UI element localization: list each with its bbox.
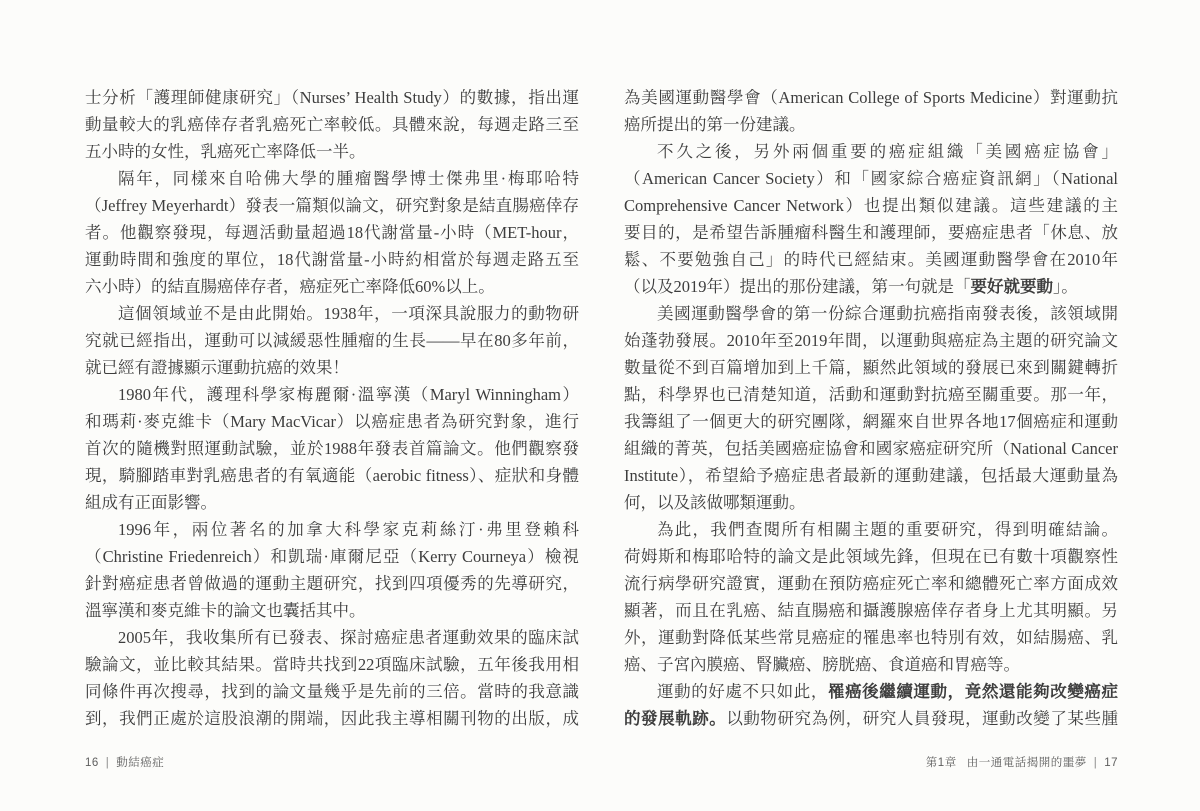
text-line — [624, 354, 1118, 381]
right-page-footer — [926, 754, 1118, 770]
text-segment: 鬆、不要勉強自己」的時代已經結束。美國運動醫學會在2010年 — [624, 250, 1118, 269]
text-line — [85, 354, 579, 381]
chapter-title: 由一通電話揭開的噩夢 — [966, 757, 1087, 769]
text-segment: 驗論文，並比較其結果。當時共找到22項臨床試驗，五年後我用相 — [85, 655, 579, 674]
text-line — [624, 597, 1118, 624]
text-segment: 為此，我們查閱所有相關主題的重要研究，得到明確結論。 — [657, 520, 1118, 539]
text-segment: 組成有正面影響。 — [85, 493, 217, 512]
text-segment: 顯著，而且在乳癌、結直腸癌和攝護腺癌倖存者身上尤其明顯。另 — [624, 601, 1118, 620]
text-segment: 1996年，兩位著名的加拿大科學家克莉絲汀·弗里登賴科 — [118, 520, 579, 539]
text-segment: 首次的隨機對照運動試驗，並於1988年發表首篇論文。他們觀察發 — [85, 439, 579, 458]
text-line — [85, 273, 579, 300]
text-line — [624, 705, 1118, 732]
text-segment: 以動物研究為例，研究人員發現，運動改變了某些腫 — [726, 709, 1118, 728]
right-page-text — [624, 84, 1118, 732]
text-line — [624, 111, 1118, 138]
text-line — [624, 570, 1118, 597]
text-line — [624, 435, 1118, 462]
text-line — [85, 408, 579, 435]
text-segment: （Christine Friedenreich）和凱瑞·庫爾尼亞（Kerry Courneya）檢視 — [85, 547, 579, 566]
text-segment: 這個領域並不是由此開始。1938年，一項深具說服力的動物研 — [118, 304, 579, 323]
text-segment: 組織的菁英，包括美國癌症協會和國家癌症研究所（National Cancer — [624, 439, 1118, 458]
footer-separator: | — [1093, 757, 1098, 769]
text-line — [85, 165, 579, 192]
text-line — [624, 651, 1118, 678]
text-line — [624, 462, 1118, 489]
text-segment: 癌、子宮內膜癌、腎臟癌、膀胱癌、食道癌和胃癌等。 — [624, 655, 1020, 674]
paragraph — [624, 678, 1118, 732]
paragraph — [624, 516, 1118, 678]
paragraph — [624, 138, 1118, 300]
footer-separator: | — [105, 757, 110, 769]
right-page-number: 17 — [1104, 757, 1118, 769]
text-segment: 針對癌症患者曾做過的運動主題研究，找到四項優秀的先導研究， — [85, 574, 579, 593]
text-line — [85, 462, 579, 489]
text-segment: Comprehensive Cancer Network）也提出類似建議。這些建議的主 — [624, 196, 1118, 215]
text-segment: 就已經有證據顯示運動抗癌的效果！ — [85, 358, 349, 377]
text-segment: 荷姆斯和梅耶哈特的論文是此領域先鋒，但現在已有數十項觀察性 — [624, 547, 1118, 566]
text-segment: 流行病學研究證實，運動在預防癌症死亡率和總體死亡率方面成效 — [624, 574, 1118, 593]
text-line — [624, 489, 1118, 516]
text-segment: 」。 — [1053, 277, 1078, 296]
text-line — [85, 543, 579, 570]
text-segment: 數量從不到百篇增加到上千篇，顯然此領域的發展已來到關鍵轉折 — [624, 358, 1118, 377]
text-line — [85, 84, 579, 111]
text-line — [624, 327, 1118, 354]
text-line — [85, 705, 579, 732]
text-segment: 癌所提出的第一份建議。 — [624, 115, 806, 134]
text-line — [85, 381, 579, 408]
text-segment: 動量較大的乳癌倖存者乳癌死亡率較低。具體來說，每週走路三至 — [85, 115, 579, 134]
text-line — [85, 192, 579, 219]
text-segment: （Jeffrey Meyerhardt）發表一篇類似論文，研究對象是結直腸癌倖存 — [85, 196, 579, 215]
text-line — [85, 489, 579, 516]
text-line — [85, 651, 579, 678]
left-page-text — [85, 84, 579, 732]
left-page-footer — [85, 754, 164, 770]
text-segment: （American Cancer Society）和「國家綜合癌症資訊網」（National — [624, 169, 1118, 188]
text-line — [624, 138, 1118, 165]
text-line — [624, 678, 1118, 705]
bold-text-segment: 罹癌後繼續運動，竟然還能夠改變癌症 — [827, 682, 1118, 701]
text-line — [624, 192, 1118, 219]
text-line — [624, 408, 1118, 435]
book-title: 動結癌症 — [116, 757, 165, 769]
text-segment: 運動時間和強度的單位，18代謝當量-小時約相當於每週走路五至 — [85, 250, 579, 269]
text-line — [85, 327, 579, 354]
text-line — [85, 111, 579, 138]
paragraph — [624, 84, 1118, 138]
text-line — [85, 246, 579, 273]
paragraph — [85, 624, 579, 732]
chapter-label: 第1章 — [925, 757, 957, 769]
text-line — [624, 624, 1118, 651]
text-line — [624, 273, 1118, 300]
text-segment: 六小時）的結直腸癌倖存者，癌症死亡率降低60%以上。 — [85, 277, 495, 296]
paragraph — [85, 381, 579, 516]
text-line — [85, 138, 579, 165]
left-page-number: 16 — [85, 757, 99, 769]
text-segment: 何，以及該做哪類運動。 — [624, 493, 806, 512]
text-line — [85, 570, 579, 597]
text-line — [624, 84, 1118, 111]
text-segment: 為美國運動醫學會（American College of Sports Medicine）對運動抗 — [624, 88, 1118, 107]
paragraph — [624, 300, 1118, 516]
text-segment: 運動的好處不只如此， — [657, 682, 828, 701]
text-line — [85, 516, 579, 543]
text-segment: 隔年，同樣來自哈佛大學的腫瘤醫學博士傑弗里·梅耶哈特 — [118, 169, 579, 188]
text-line — [624, 543, 1118, 570]
text-segment: 究就已經指出，運動可以減緩惡性腫瘤的生長——早在80多年前， — [85, 331, 579, 350]
text-segment: 現，騎腳踏車對乳癌患者的有氧適能（aerobic fitness）、症狀和身體 — [85, 466, 579, 485]
text-line — [85, 678, 579, 705]
text-segment: 我籌組了一個更大的研究團隊，網羅來自世界各地17個癌症和運動 — [624, 412, 1118, 431]
text-line — [85, 300, 579, 327]
text-line — [624, 300, 1118, 327]
text-segment: 五小時的女性，乳癌死亡率降低一半。 — [85, 142, 366, 161]
text-segment: 不久之後，另外兩個重要的癌症組織「美國癌症協會」 — [657, 142, 1118, 161]
text-segment: 外，運動對降低某些常見癌症的罹患率也特別有效，如結腸癌、乳 — [624, 628, 1118, 647]
text-line — [624, 246, 1118, 273]
text-segment: 和瑪莉·麥克維卡（Mary MacVicar）以癌症患者為研究對象，進行 — [85, 412, 579, 431]
paragraph — [85, 300, 579, 381]
text-segment: 溫寧漢和麥克維卡的論文也囊括其中。 — [85, 601, 366, 620]
text-line — [85, 624, 579, 651]
paragraph — [85, 84, 579, 165]
text-segment: 者。他觀察發現，每週活動量超過18代謝當量-小時（MET-hour， — [85, 223, 579, 242]
text-segment: 美國運動醫學會的第一份綜合運動抗癌指南發表後，該領域開 — [657, 304, 1118, 323]
bold-text-segment: 的發展軌跡。 — [624, 709, 727, 728]
text-segment: （以及2019年）提出的那份建議，第一句就是「 — [624, 277, 971, 296]
text-segment: 同條件再次搜尋，找到的論文量幾乎是先前的三倍。當時的我意識 — [85, 682, 579, 701]
text-segment: Institute），希望給予癌症患者最新的運動建議，包括最大運動量為 — [624, 466, 1118, 485]
text-segment: 始蓬勃發展。2010年至2019年間，以運動與癌症為主題的研究論文 — [624, 331, 1118, 350]
paragraph — [85, 165, 579, 300]
text-segment: 士分析「護理師健康研究」（Nurses’ Health Study）的數據，指出運 — [85, 88, 579, 107]
text-segment: 到，我們正處於這股浪潮的開端，因此我主導相關刊物的出版，成 — [85, 709, 579, 728]
text-line — [624, 381, 1118, 408]
text-line — [85, 435, 579, 462]
text-line — [624, 516, 1118, 543]
text-segment: 點，科學界也已清楚知道，活動和運動對抗癌至關重要。那一年， — [624, 385, 1118, 404]
text-line — [85, 219, 579, 246]
text-line — [85, 597, 579, 624]
paragraph — [85, 516, 579, 624]
text-segment: 1980年代，護理科學家梅麗爾·溫寧漢（Maryl Winningham） — [118, 385, 579, 404]
text-segment: 要目的，是希望告訴腫瘤科醫生和護理師，要癌症患者「休息、放 — [624, 223, 1118, 242]
text-line — [624, 219, 1118, 246]
text-line — [624, 165, 1118, 192]
bold-text-segment: 要好就要動 — [970, 277, 1053, 296]
text-segment: 2005年，我收集所有已發表、探討癌症患者運動效果的臨床試 — [118, 628, 579, 647]
